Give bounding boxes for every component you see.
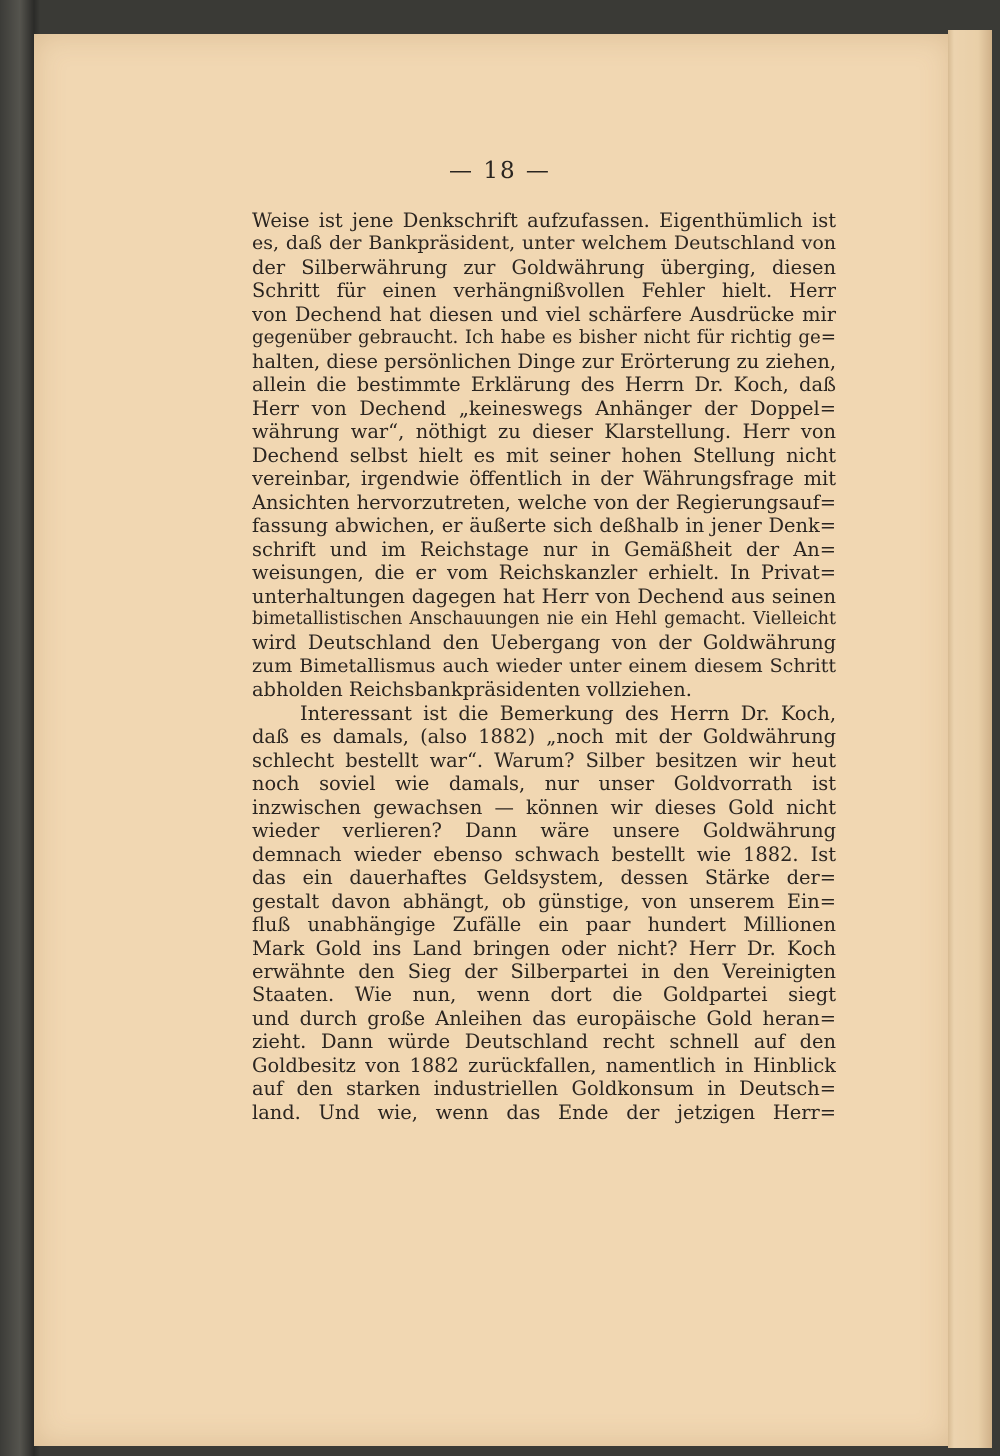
text-line: demnach wieder ebenso schwach bestellt wie 1882. Ist — [252, 842, 836, 866]
text-line: Ansichten hervorzutreten, welche von der Regierungsauf= — [252, 490, 836, 514]
text-line: bimetallistischen Anschauungen nie ein Hehl gemacht. Vielleicht — [252, 608, 836, 629]
text-line: weisungen, die er vom Reichskanzler erhielt. In Privat= — [252, 561, 836, 585]
text-line: Dechend selbst hielt es mit seiner hohen Stellung nicht — [252, 443, 836, 467]
text-line: Goldbesitz von 1882 zurückfallen, namentlich in Hinblick — [252, 1053, 836, 1077]
text-line: währung war“, nöthigt zu dieser Klarstellung. Herr von — [252, 420, 836, 444]
text-line: wird Deutschland den Uebergang von der Goldwährung — [252, 631, 836, 655]
text-line: Schritt für einen verhängnißvollen Fehler hielt. Herr — [252, 279, 836, 303]
text-line: fluß unabhängige Zufälle ein paar hundert Millionen — [252, 913, 836, 937]
text-line: zum Bimetallismus auch wieder unter einem diesem Schritt — [252, 654, 836, 677]
text-line: wieder verlieren? Dann wäre unsere Goldwährung — [252, 819, 836, 843]
text-line: allein die bestimmte Erklärung des Herrn Dr. Koch, daß — [252, 373, 836, 397]
text-line: es, daß der Bankpräsident, unter welchem Deutschland von — [252, 232, 836, 255]
text-line: der Silberwährung zur Goldwährung überging, diesen — [252, 255, 836, 279]
text-line: inzwischen gewachsen — können wir dieses Gold nicht — [252, 795, 836, 819]
text-line: daß es damals, (also 1882) „noch mit der Goldwährung — [252, 725, 836, 749]
text-line: Staaten. Wie nun, wenn dort die Goldpartei siegt — [252, 983, 836, 1007]
text-line: gestalt davon abhängt, ob günstige, von unserem Ein= — [252, 889, 836, 913]
text-line: fassung abwichen, er äußerte sich deßhalb in jener Denk= — [252, 514, 836, 538]
page-number: — 18 — — [449, 158, 551, 184]
text-line: gegenüber gebraucht. Ich habe es bisher nicht für richtig ge= — [252, 327, 836, 349]
text-line: noch soviel wie damals, nur unser Goldvorrath ist — [252, 772, 836, 796]
text-line: schlecht bestellt war“. Warum? Silber besitzen wir heut — [252, 748, 836, 772]
text-line: auf den starken industriellen Goldkonsum in Deutsch= — [252, 1077, 836, 1101]
text-line: schrift und im Reichstage nur in Gemäßheit der An= — [252, 537, 836, 561]
text-line: halten, diese persönlichen Dinge zur Erörterung zu ziehen, — [252, 349, 836, 373]
text-line: von Dechend hat diesen und viel schärfere Ausdrücke mir — [252, 302, 836, 326]
text-line: unterhaltungen dagegen hat Herr von Dechend aus seinen — [252, 584, 836, 608]
text-line: das ein dauerhaftes Geldsystem, dessen Stärke der= — [252, 866, 836, 890]
text-line: Interessant ist die Bemerkung des Herrn Dr. Koch, — [300, 701, 836, 725]
body-text — [252, 209, 836, 1124]
text-line: und durch große Anleihen das europäische Gold heran= — [252, 1006, 836, 1030]
text-line: vereinbar, irgendwie öffentlich in der Währungsfrage mit — [252, 467, 836, 491]
text-line: land. Und wie, wenn das Ende der jetzigen Herr= — [252, 1100, 836, 1124]
text-line: abholden Reichsbankpräsidenten vollziehen. — [252, 678, 692, 702]
text-line: Weise ist jene Denkschrift aufzufassen. Eigenthümlich ist — [252, 209, 836, 232]
text-line: Herr von Dechend „keineswegs Anhänger der Doppel= — [252, 396, 836, 420]
text-line: zieht. Dann würde Deutschland recht schnell auf den — [252, 1030, 836, 1054]
text-line: Mark Gold ins Land bringen oder nicht? Herr Dr. Koch — [252, 936, 836, 960]
next-page-edge — [948, 30, 992, 1448]
text-line: erwähnte den Sieg der Silberpartei in den Vereinigten — [252, 960, 836, 983]
